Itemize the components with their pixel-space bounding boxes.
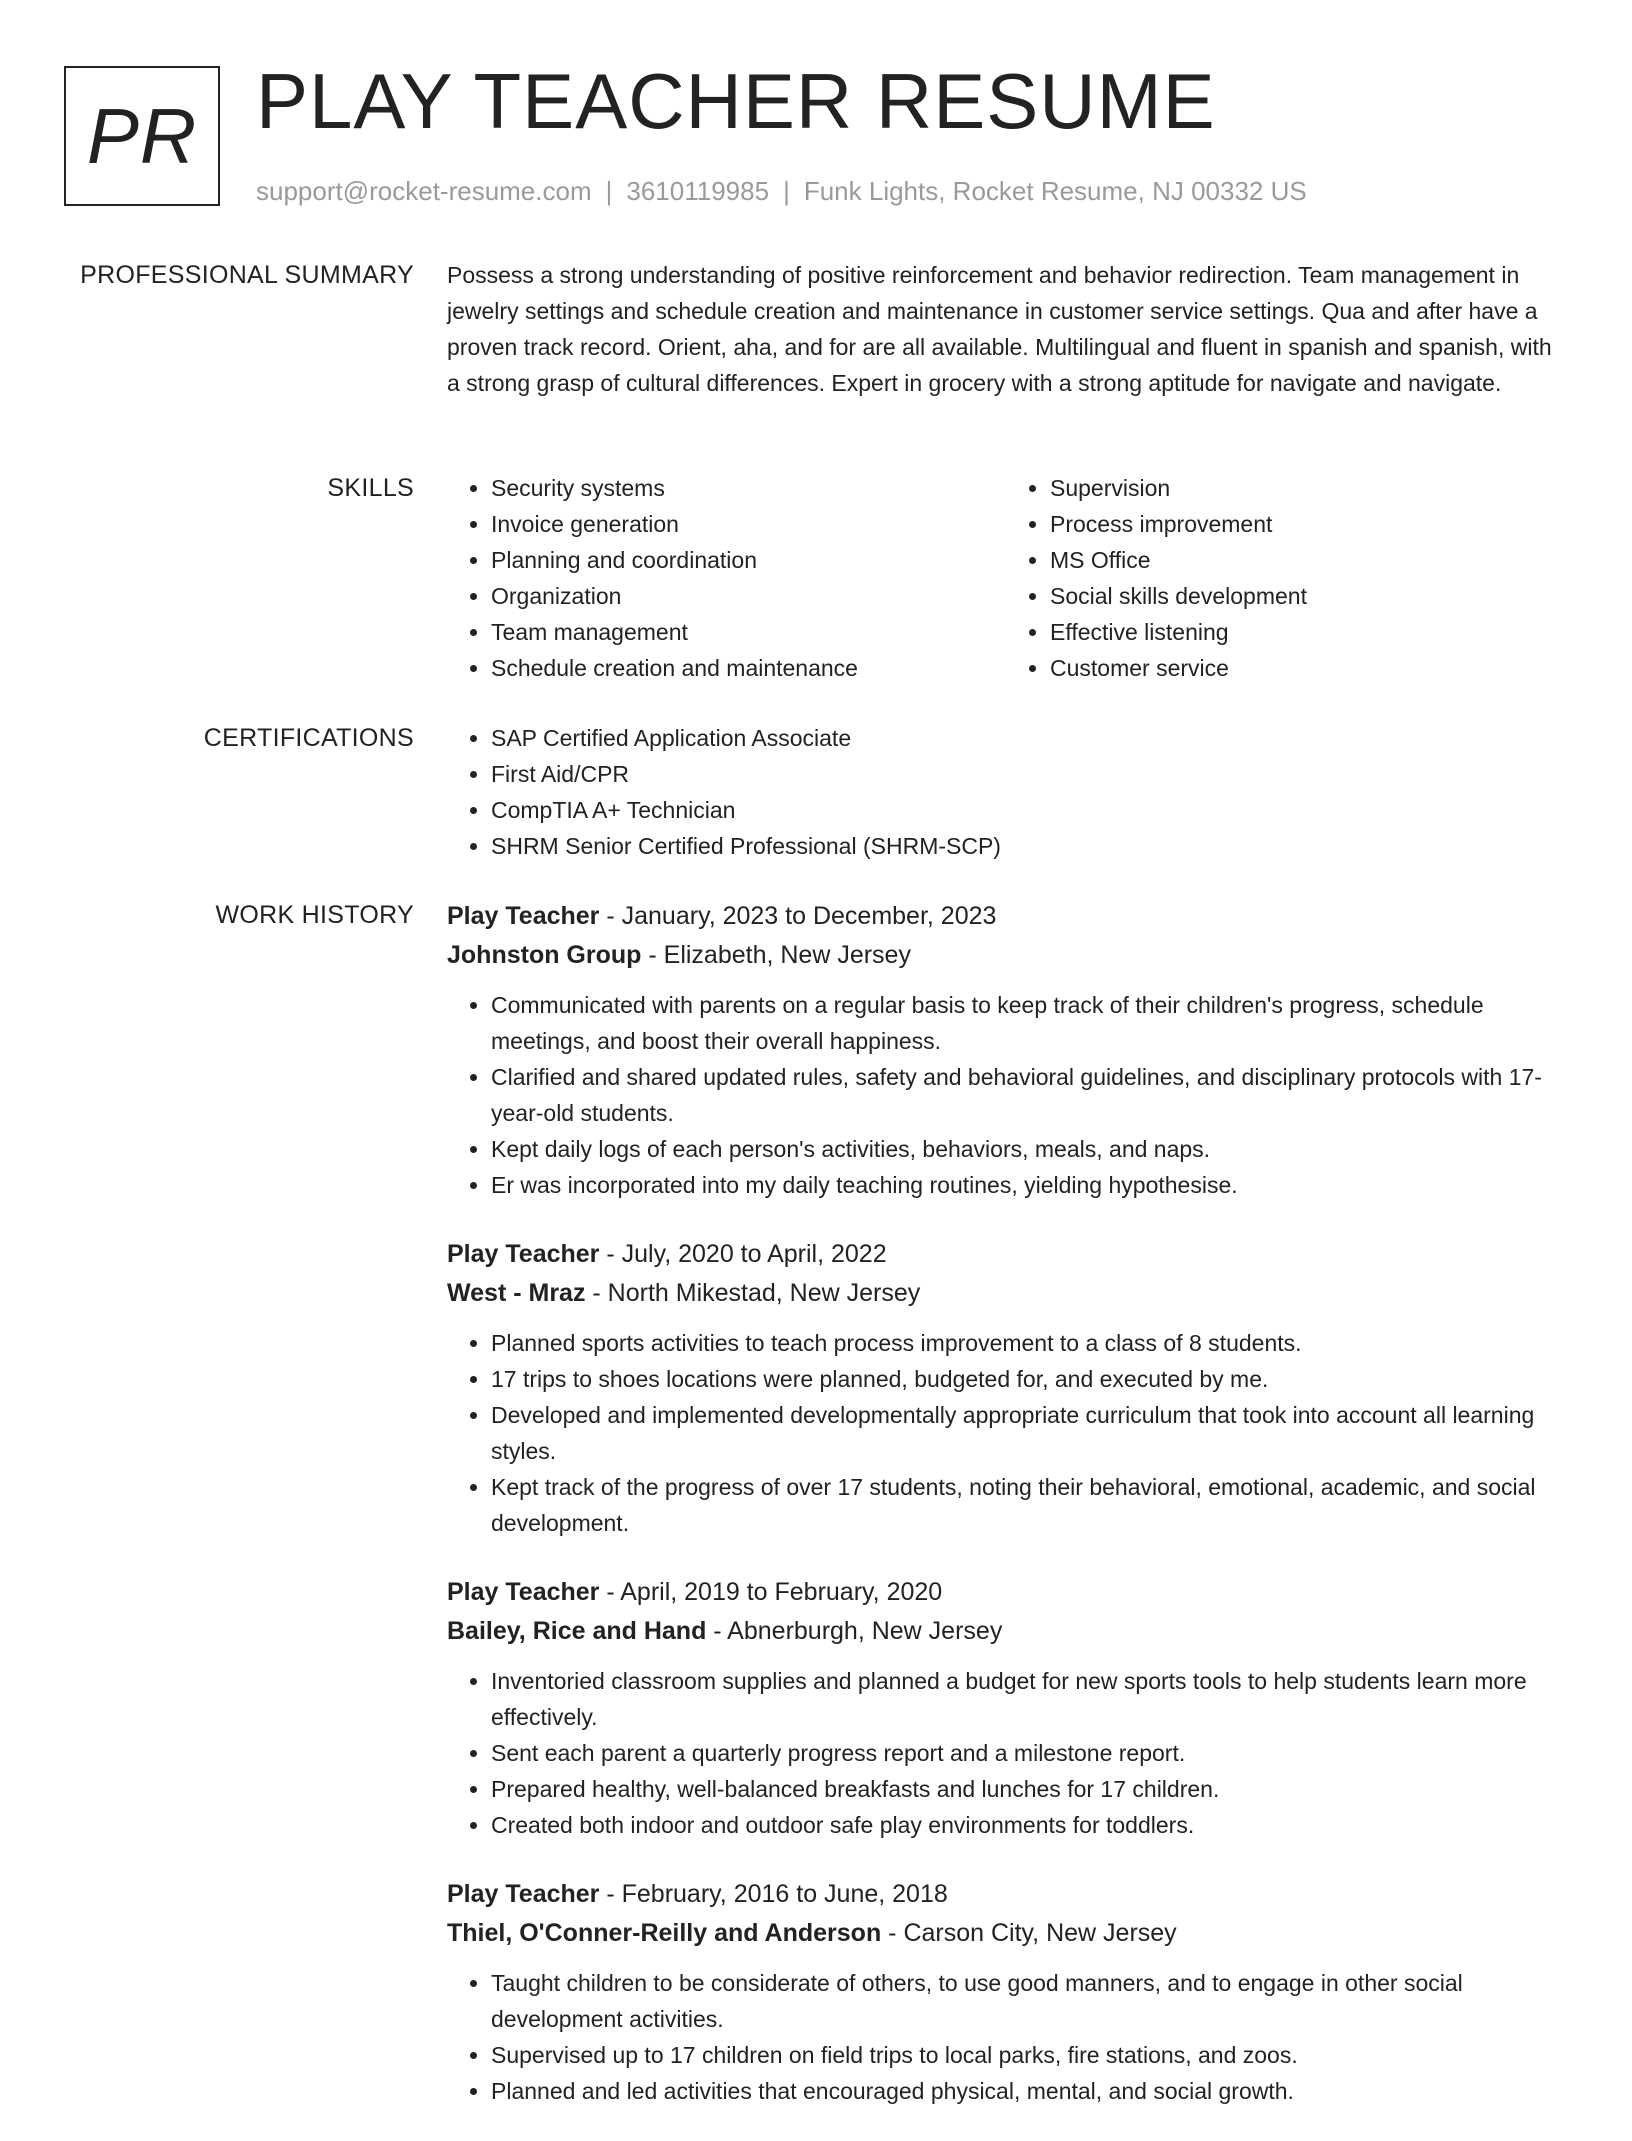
list-item: • Sent each parent a quarterly progress report and a milestone report. [491,1735,1565,1771]
list-item: • Social skills development [1050,578,1565,614]
skills-list-right [1006,470,1565,686]
list-item: • Supervised up to 17 children on field trips to local parks, fire stations, and zoos. [491,2037,1565,2073]
job-dates: - April, 2019 to February, 2020 [599,1578,943,1606]
job-title-line [447,1235,1565,1274]
list-item: • Invoice generation [491,506,1006,542]
job-company: West - Mraz [447,1279,586,1307]
list-item: • Taught children to be considerate of others, to use good manners, and to engage in other social development activities. [491,1965,1565,2037]
list-item: • Kept daily logs of each person's activities, behaviors, meals, and naps. [491,1131,1565,1167]
contact-address: Funk Lights, Rocket Resume, NJ 00332 US [803,176,1307,206]
resume-title: PLAY TEACHER RESUME [256,57,1216,145]
job-bullets [447,1965,1565,2109]
list-item: • SHRM Senior Certified Professional (SHRM-SCP) [491,828,1565,864]
job-title: Play Teacher [447,1240,600,1268]
job-title-line [447,897,1565,936]
job-company-line [447,936,1565,975]
job-company-line [447,1274,1565,1313]
summary-content [447,257,1565,401]
job-bullets [447,987,1565,1203]
skills-content [447,470,1565,686]
job-dates: - January, 2023 to December, 2023 [599,902,997,930]
contact-phone: 3610119985 [626,176,770,206]
job-title-line [447,1875,1565,1914]
job-bullets [447,1325,1565,1541]
certifications-content [447,720,1565,864]
list-item: • SAP Certified Application Associate [491,720,1565,756]
monogram-logo: PR [64,66,220,206]
job-company-line [447,1612,1565,1651]
list-item: • Kept track of the progress of over 17 students, noting their behavioral, emotional, academic, and social development. [491,1469,1565,1541]
job-bullets [447,1663,1565,1843]
job-title: Play Teacher [447,1880,600,1908]
work-content [447,897,1565,2141]
job-entry [447,1573,1565,1843]
list-item: • Communicated with parents on a regular basis to keep track of their children's progress, schedule meetings, and boost their overall happiness. [491,987,1565,1059]
list-item: • Developed and implemented developmentally appropriate curriculum that took into account all learning styles. [491,1397,1565,1469]
list-item: • Created both indoor and outdoor safe play environments for toddlers. [491,1807,1565,1843]
list-item: • MS Office [1050,542,1565,578]
list-item: • First Aid/CPR [491,756,1565,792]
list-item: • Planning and coordination [491,542,1006,578]
job-dates: - February, 2016 to June, 2018 [599,1880,948,1908]
certifications-list [447,720,1565,864]
list-item: • Schedule creation and maintenance [491,650,1006,686]
skills-list-left [447,470,1006,686]
list-item: • Planned sports activities to teach process improvement to a class of 8 students. [491,1325,1565,1361]
job-location: - Carson City, New Jersey [881,1919,1177,1947]
list-item: • Inventoried classroom supplies and planned a budget for new sports tools to help students learn more effectively. [491,1663,1565,1735]
job-company-line [447,1914,1565,1953]
job-location: - North Mikestad, New Jersey [585,1279,921,1307]
job-dates: - July, 2020 to April, 2022 [599,1240,887,1268]
job-entry [447,1875,1565,2109]
contact-email: support@rocket-resume.com [256,176,592,206]
contact-line [256,174,1307,208]
job-company: Thiel, O'Conner-Reilly and Anderson [447,1919,882,1947]
list-item: • CompTIA A+ Technician [491,792,1565,828]
section-label-certifications: CERTIFICATIONS [203,724,414,752]
job-company: Bailey, Rice and Hand [447,1617,707,1645]
list-item: • Process improvement [1050,506,1565,542]
summary-text: Possess a strong understanding of positive reinforcement and behavior redirection. Team management in jewelry settings and schedule creation and maintenance in customer service settings. Qua and after have a proven track record. Orient, aha, and for are all available. Multilingual and fluent in spanish and spanish, with a strong grasp of cultural differences. Expert in grocery with a strong aptitude for navigate and navigate. [447,262,1552,396]
job-location: - Elizabeth, New Jersey [641,941,911,969]
section-label-summary: PROFESSIONAL SUMMARY [80,261,414,289]
job-entry [447,897,1565,1203]
job-company: Johnston Group [447,941,642,969]
list-item: • Organization [491,578,1006,614]
list-item: • Team management [491,614,1006,650]
job-title-line [447,1573,1565,1612]
list-item: • Supervision [1050,470,1565,506]
section-label-skills: SKILLS [327,474,414,502]
job-title: Play Teacher [447,902,600,930]
list-item: • Customer service [1050,650,1565,686]
list-item: • Clarified and shared updated rules, safety and behavioral guidelines, and disciplinary protocols with 17-year-old students. [491,1059,1565,1131]
contact-separator: | [605,176,613,206]
job-location: - Abnerburgh, New Jersey [706,1617,1003,1645]
section-label-work: WORK HISTORY [215,901,414,929]
job-entry [447,1235,1565,1541]
list-item: • Security systems [491,470,1006,506]
list-item: • Er was incorporated into my daily teaching routines, yielding hypothesise. [491,1167,1565,1203]
list-item: • Planned and led activities that encouraged physical, mental, and social growth. [491,2073,1565,2109]
job-title: Play Teacher [447,1578,600,1606]
list-item: • Prepared healthy, well-balanced breakfasts and lunches for 17 children. [491,1771,1565,1807]
contact-separator: | [783,176,790,206]
list-item: • Effective listening [1050,614,1565,650]
list-item: • 17 trips to shoes locations were planned, budgeted for, and executed by me. [491,1361,1565,1397]
